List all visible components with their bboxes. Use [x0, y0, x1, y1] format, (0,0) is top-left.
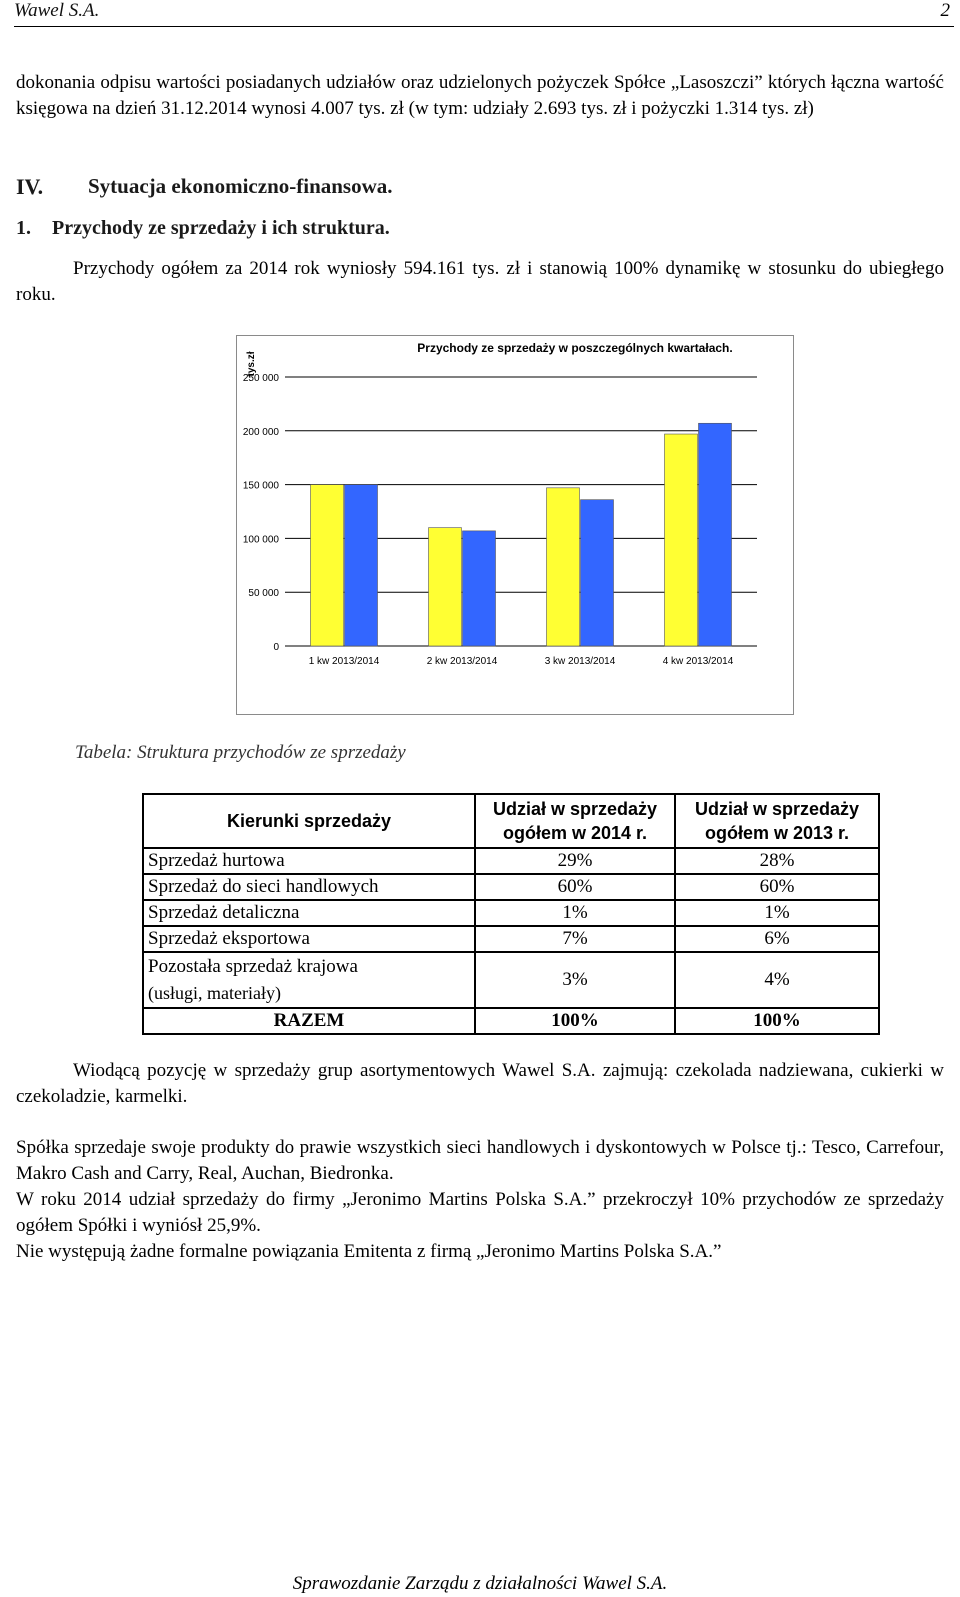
row-label: Sprzedaż eksportowa [143, 926, 475, 952]
y-tick-label: 150 000 [242, 480, 279, 492]
table-row [143, 952, 879, 1008]
section-number: IV. [16, 174, 44, 199]
header-2014: Udział w sprzedaży ogółem w 2014 r. [475, 794, 675, 848]
chart-bar [547, 488, 580, 646]
y-tick-label: 250 000 [242, 373, 279, 384]
chart-bar [665, 434, 698, 646]
total-2013: 100% [675, 1008, 879, 1034]
table-total-row [143, 1008, 879, 1034]
chart-canvas [237, 336, 793, 714]
paragraph-no-relations: Nie występują żadne formalne powiązania Emitenta z firmą „Jeronimo Martins Polska S.A.” [16, 1241, 722, 1262]
chart-bar [429, 528, 462, 646]
total-2014: 100% [475, 1008, 675, 1034]
row-value-2013: 6% [675, 926, 879, 952]
chart-bar [581, 500, 614, 646]
chart-bar [345, 485, 378, 646]
header-2013: Udział w sprzedaży ogółem w 2013 r. [675, 794, 879, 848]
row-value-2014: 29% [475, 848, 675, 874]
table-row [143, 874, 879, 900]
y-tick-label: 50 000 [248, 588, 279, 600]
chart-title: Przychody ze sprzedaży w poszczególnych kwartałach. [417, 341, 733, 355]
page-number: 2 [940, 0, 950, 21]
table-row [143, 926, 879, 952]
y-tick-label: 100 000 [242, 534, 279, 546]
row-label: Sprzedaż hurtowa [143, 848, 475, 874]
table-row [143, 848, 879, 874]
y-tick-label: 200 000 [242, 426, 279, 438]
sales-structure-table [142, 793, 880, 1035]
row-label: Sprzedaż detaliczna [143, 900, 475, 926]
row-value-2014: 60% [475, 874, 675, 900]
total-label: RAZEM [143, 1008, 475, 1034]
intro-paragraph: dokonania odpisu wartości posiadanych udziałów oraz udzielonych pożyczek Spółce „Lasoszczi” których łączna wartość księgowa na dzień 31.12.2014 wynosi 4.007 tys. zł (w tym: udziały 2.693 tys. zł i pożyczki 1.314 tys. zł) [16, 72, 944, 119]
table-caption: Tabela: Struktura przychodów ze sprzedaży [75, 742, 406, 763]
x-tick-label: 2 kw 2013/2014 [426, 656, 498, 667]
paragraph-assortment: Wiodącą pozycję w sprzedaży grup asortymentowych Wawel S.A. zajmują: czekolada nadziewana, cukierki w czekoladzie, karmelki. [16, 1060, 944, 1107]
chart-bar [311, 485, 344, 646]
row-value-2013: 60% [675, 874, 879, 900]
table-header-row [143, 794, 879, 848]
y-tick-label: 0 [273, 642, 279, 653]
header-company: Wawel S.A. [14, 0, 100, 21]
x-tick-label: 3 kw 2013/2014 [544, 656, 616, 667]
x-tick-label: 4 kw 2013/2014 [662, 656, 734, 667]
chart-bar [463, 531, 496, 646]
revenue-chart [236, 335, 794, 715]
section-title: Sytuacja ekonomiczno-finansowa. [88, 174, 393, 198]
table-row [143, 900, 879, 926]
row-value-2013: 4% [675, 952, 879, 1008]
row-label [143, 952, 475, 1008]
row-label: Sprzedaż do sieci handlowych [143, 874, 475, 900]
header-direction: Kierunki sprzedaży [143, 794, 475, 848]
page-footer: Sprawozdanie Zarządu z działalności Wawel S.A. [292, 1573, 668, 1594]
x-tick-label: 1 kw 2013/2014 [308, 656, 380, 667]
paragraph-retail-chains: Spółka sprzedaje swoje produkty do prawie wszystkich sieci handlowych i dyskontowych w Polsce tj.: Tesco, Carrefour, Makro Cash and Carry, Real, Auchan, Biedronka. [16, 1137, 944, 1184]
row-value-2014: 1% [475, 900, 675, 926]
subsection-title: Przychody ze sprzedaży i ich struktura. [52, 217, 390, 239]
subsection-number: 1. [16, 217, 31, 239]
revenue-paragraph: Przychody ogółem za 2014 rok wyniosły 594.161 tys. zł i stanowią 100% dynamikę w stosunku do ubiegłego roku. [16, 258, 944, 305]
row-label-line2: (usługi, materiały) [148, 983, 281, 1003]
row-value-2013: 28% [675, 848, 879, 874]
chart-ylabel: tys.zł [246, 351, 257, 377]
paragraph-jeronimo-share: W roku 2014 udział sprzedaży do firmy „Jeronimo Martins Polska S.A.” przekroczył 10% przychodów ze sprzedaży ogółem Spółki i wyniósł 25,9%. [16, 1189, 944, 1236]
row-value-2013: 1% [675, 900, 879, 926]
row-label-line1: Pozostała sprzedaż krajowa [148, 956, 358, 977]
chart-bar [699, 423, 732, 646]
page-header [14, 0, 954, 27]
row-value-2014: 3% [475, 952, 675, 1008]
row-value-2014: 7% [475, 926, 675, 952]
